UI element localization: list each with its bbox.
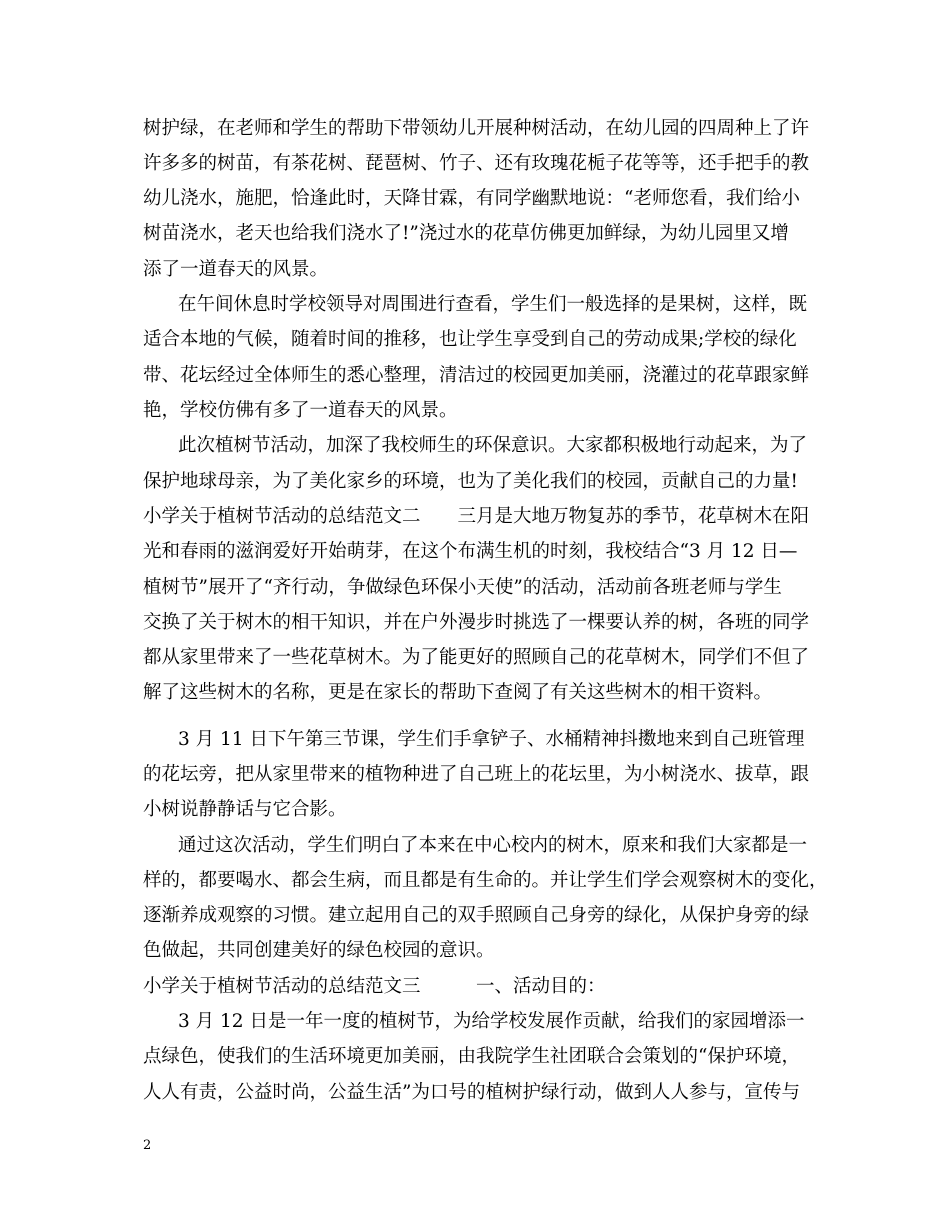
text-line: 带、花坛经过全体师生的悉心整理，清洁过的校园更加美丽，浇灌过的花草跟家鲜 (143, 365, 810, 386)
text-line: 样的，都要喝水、都会生病，而且都是有生命的。并让学生们学会观察树木的变化， (143, 870, 828, 891)
text-line: 小树说静静话与它合影。 (143, 799, 347, 820)
text-line: 点绿色，使我们的生活环境更加美丽，由我院学生社团联合会策划的“保护环境， (143, 1046, 800, 1067)
text-line: 植树节”展开了“齐行动，争做绿色环保小天使”的活动，活动前各班老师与学生 (143, 577, 782, 598)
section-heading-line: 小学关于植树节活动的总结范文二 三月是大地万物复苏的季节，花草树木在阳 (143, 506, 810, 527)
text-line: 3 月 11 日下午第三节课，学生们手拿铲子、水桶精神抖擞地来到自己班管理 (178, 729, 805, 750)
text-line: 解了这些树木的名称，更是在家长的帮助下查阅了有关这些树木的相干资料。 (143, 682, 773, 703)
text-line: 的花坛旁，把从家里带来的植物种进了自己班上的花坛里，为小树浇水、拔草，跟 (143, 764, 810, 785)
text-line: 保护地球母亲，为了美化家乡的环境，也为了美化我们的校园，贡献自己的力量! (143, 471, 798, 492)
text-line: 许多多的树苗，有茶花树、琵琶树、竹子、还有玫瑰花栀子花等等，还手把手的教 (143, 153, 810, 174)
text-line: 光和春雨的滋润爱好开始萌芽，在这个布满生机的时刻，我校结合“3 月 12 日— (143, 541, 798, 562)
text-line: 交换了关于树木的相干知识，并在户外漫步时挑选了一棵要认养的树，各班的同学 (143, 612, 810, 633)
text-line: 在午间休息时学校领导对周围进行查看，学生们一般选择的是果树，这样，既 (178, 294, 808, 315)
section-heading-line: 小学关于植树节活动的总结范文三 一、活动目的： (143, 976, 606, 997)
page-number: 2 (143, 1138, 152, 1153)
text-line: 3 月 12 日是一年一度的植树节，为给学校发展作贡献，给我们的家园增添一 (178, 1011, 805, 1032)
text-line: 添了一道春天的风景。 (143, 259, 329, 280)
text-line: 都从家里带来了一些花草树木。为了能更好的照顾自己的花草树木，同学们不但了 (143, 647, 810, 668)
text-line: 艳，学校仿佛有多了一道春天的风景。 (143, 400, 458, 421)
text-line: 树苗浇水，老天也给我们浇水了!”浇过水的花草仿佛更加鲜绿，为幼儿园里又增 (143, 223, 789, 244)
text-line: 此次植树节活动，加深了我校师生的环保意识。大家都积极地行动起来，为了 (178, 435, 808, 456)
text-line: 逐渐养成观察的习惯。建立起用自己的双手照顾自己身旁的绿化，从保护身旁的绿 (143, 905, 810, 926)
text-line: 幼儿浇水，施肥，恰逢此时，天降甘霖，有同学幽默地说：“老师您看，我们给小 (143, 188, 800, 209)
text-line: 人人有责，公益时尚，公益生活”为口号的植树护绿行动，做到人人参与，宣传与 (143, 1082, 800, 1103)
text-line: 适合本地的气候，随着时间的推移，也让学生享受到自己的劳动成果;学校的绿化 (143, 329, 797, 350)
text-line: 树护绿，在老师和学生的帮助下带领幼儿开展种树活动，在幼儿园的四周种上了许 (143, 118, 810, 139)
text-line: 通过这次活动，学生们明白了本来在中心校内的树木，原来和我们大家都是一 (178, 835, 808, 856)
text-line: 色做起，共同创建美好的绿色校园的意识。 (143, 940, 495, 961)
